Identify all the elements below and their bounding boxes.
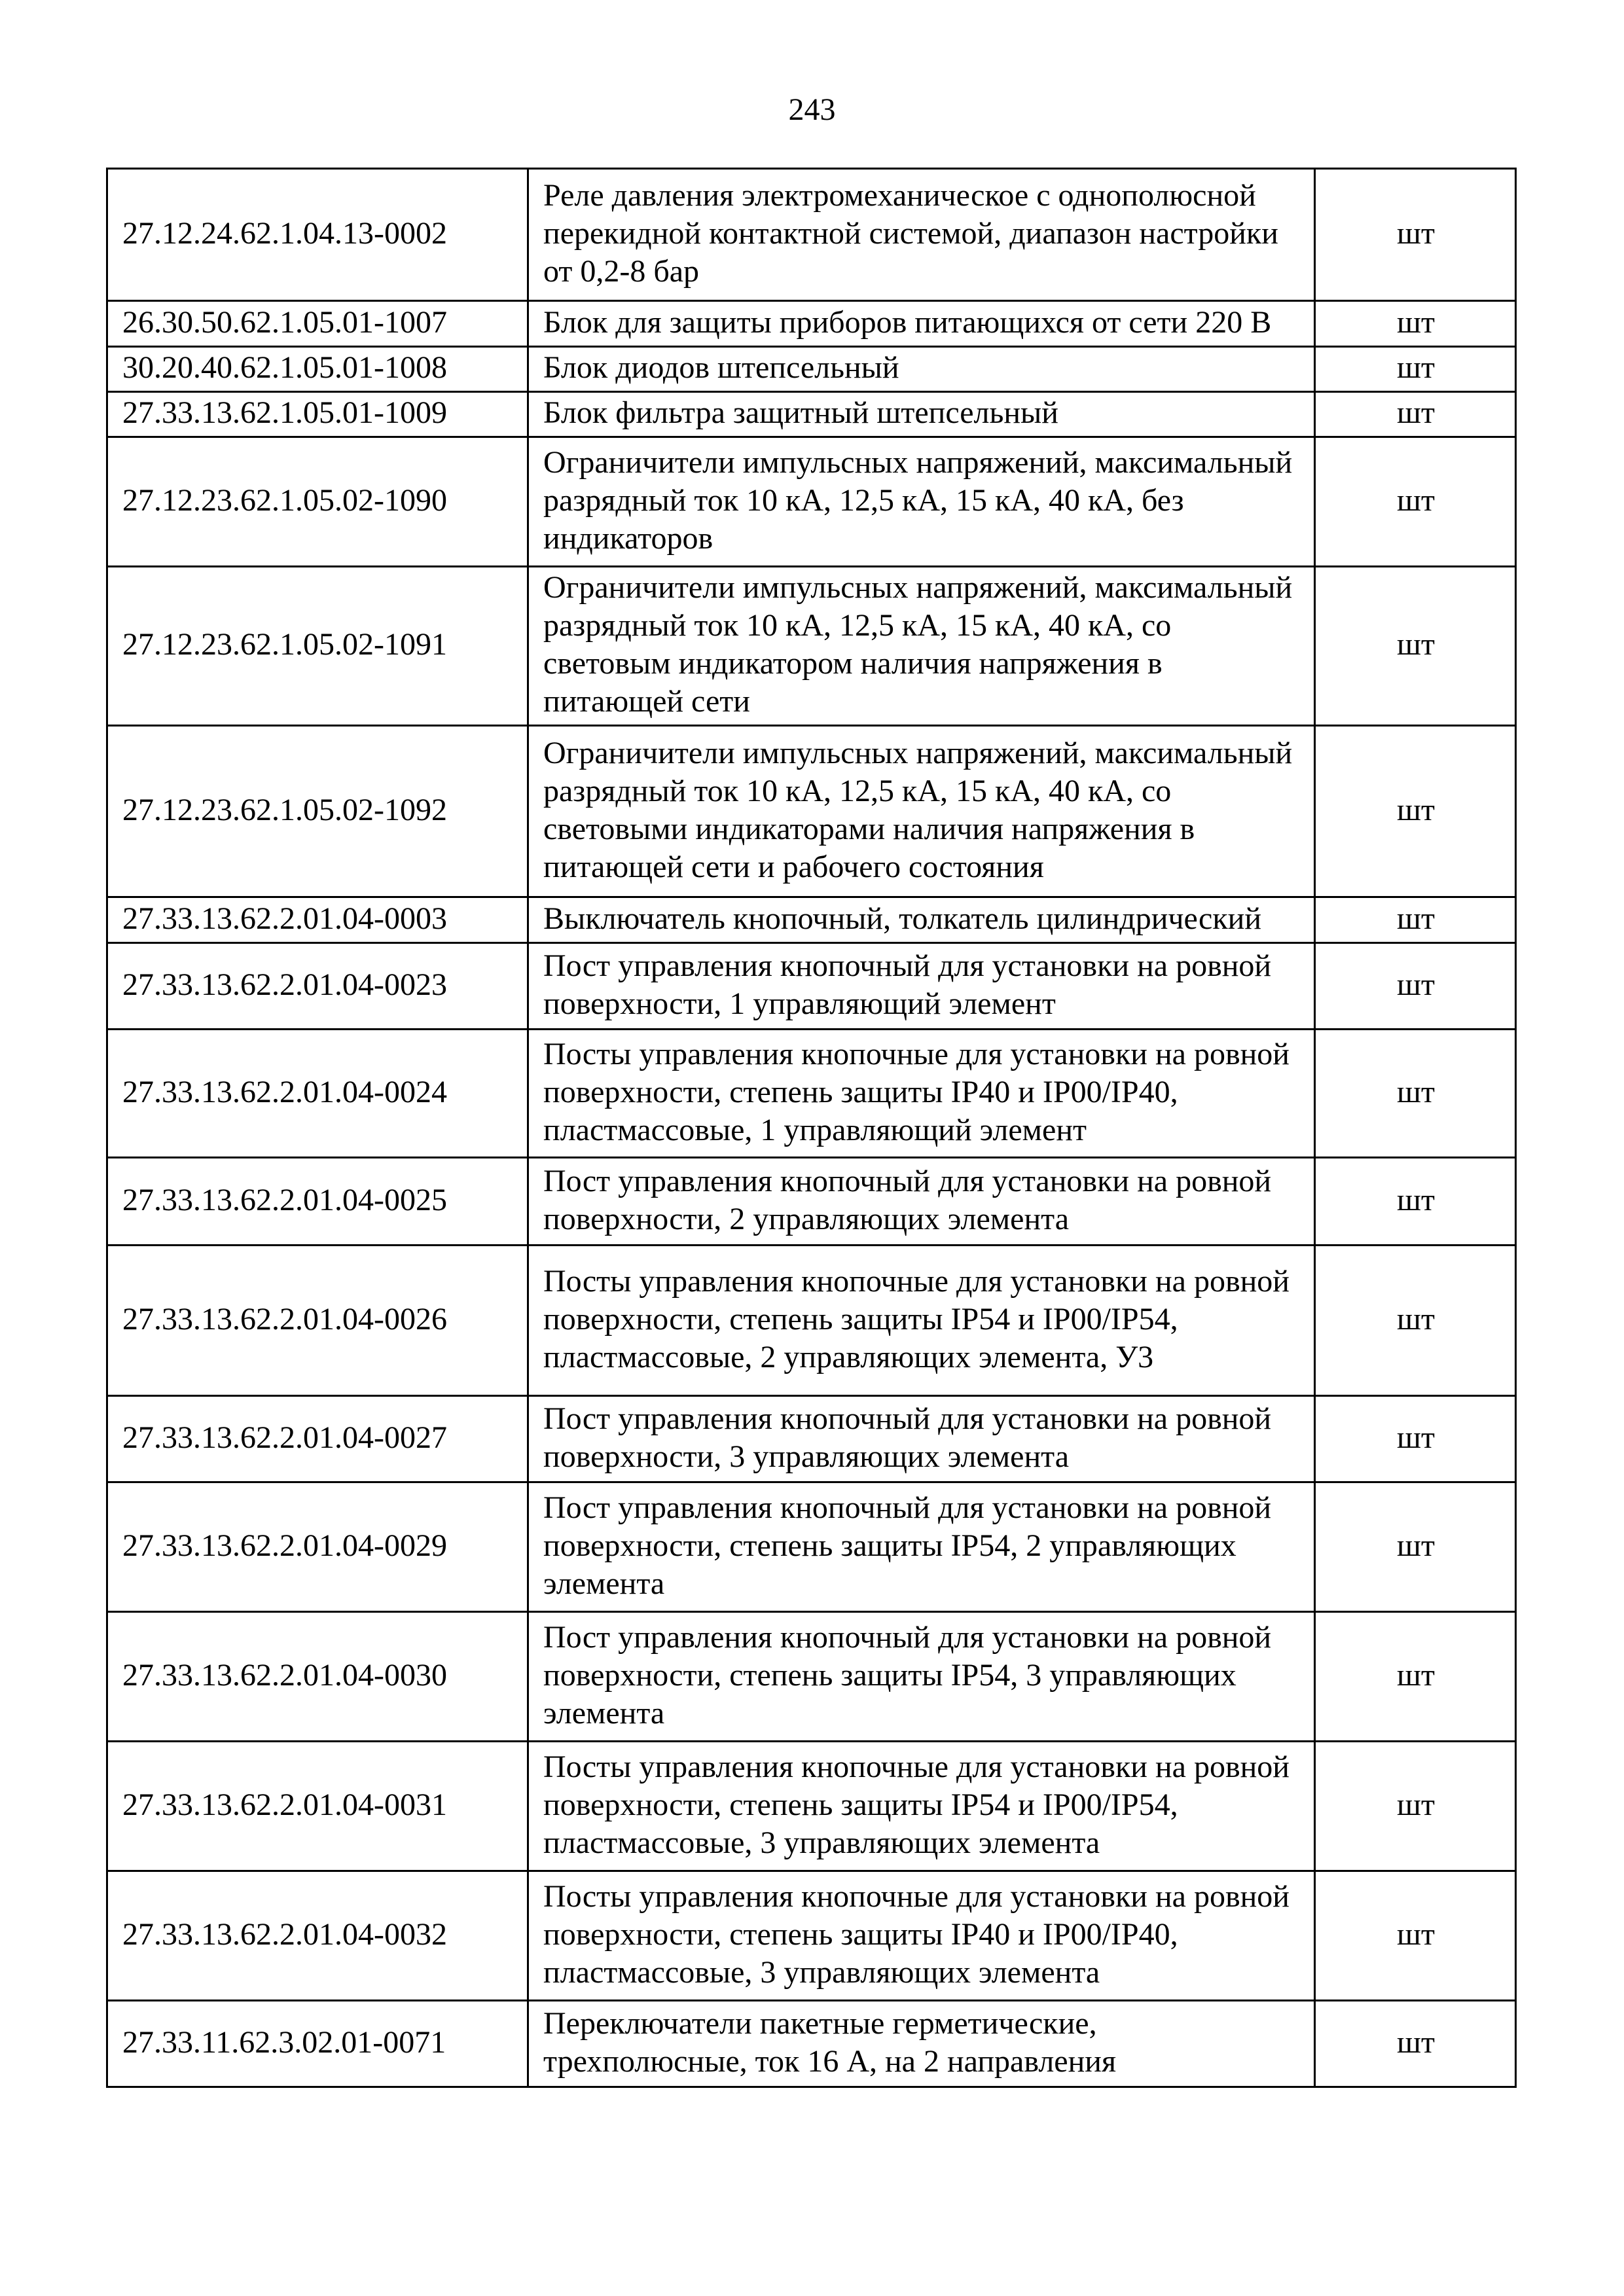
resource-unit: шт [1315, 1871, 1516, 2001]
resource-unit: шт [1315, 1158, 1516, 1246]
resource-code: 27.33.13.62.2.01.04-0026 [107, 1246, 528, 1396]
resource-unit: шт [1315, 943, 1516, 1030]
resource-description: Посты управления кнопочные для установки на ровной поверхности, степень защиты IP54 и IP00/IP54, пластмассовые, 3 управляющих элемента [528, 1742, 1315, 1871]
resource-unit: шт [1315, 897, 1516, 943]
resource-code: 27.33.13.62.2.01.04-0003 [107, 897, 528, 943]
resource-unit: шт [1315, 1482, 1516, 1612]
resource-description: Блок для защиты приборов питающихся от сети 220 В [528, 301, 1315, 347]
resource-description: Пост управления кнопочный для установки на ровной поверхности, 3 управляющих элемента [528, 1396, 1315, 1482]
resource-unit: шт [1315, 437, 1516, 567]
resource-table [106, 168, 1517, 2088]
resource-code: 27.33.11.62.3.02.01-0071 [107, 2001, 528, 2087]
resource-unit: шт [1315, 1742, 1516, 1871]
resource-description: Посты управления кнопочные для установки на ровной поверхности, степень защиты IP40 и IP00/IP40, пластмассовые, 3 управляющих элемента [528, 1871, 1315, 2001]
resource-code: 27.33.13.62.2.01.04-0025 [107, 1158, 528, 1246]
table-row [107, 567, 1516, 726]
resource-description: Выключатель кнопочный, толкатель цилиндрический [528, 897, 1315, 943]
resource-unit: шт [1315, 1030, 1516, 1158]
resource-description: Переключатели пакетные герметические, трехполюсные, ток 16 А, на 2 направления [528, 2001, 1315, 2087]
table-row [107, 1396, 1516, 1482]
resource-unit: шт [1315, 169, 1516, 301]
resource-code: 27.12.23.62.1.05.02-1092 [107, 726, 528, 897]
table-row [107, 392, 1516, 437]
resource-code: 27.12.23.62.1.05.02-1091 [107, 567, 528, 726]
resource-description: Ограничители импульсных напряжений, максимальный разрядный ток 10 кА, 12,5 кА, 15 кА, 40 кА, со световым индикатором наличия напряжения в питающей сети [528, 567, 1315, 726]
resource-code: 26.30.50.62.1.05.01-1007 [107, 301, 528, 347]
resource-description: Ограничители импульсных напряжений, максимальный разрядный ток 10 кА, 12,5 кА, 15 кА, 40 кА, со световыми индикаторами наличия напряжения в питающей сети и рабочего состояния [528, 726, 1315, 897]
table-row [107, 1246, 1516, 1396]
table-row [107, 1871, 1516, 2001]
table-row [107, 943, 1516, 1030]
resource-description: Пост управления кнопочный для установки на ровной поверхности, степень защиты IP54, 3 управляющих элемента [528, 1612, 1315, 1742]
table-row [107, 301, 1516, 347]
resource-unit: шт [1315, 1612, 1516, 1742]
resource-code: 27.33.13.62.2.01.04-0023 [107, 943, 528, 1030]
resource-description: Ограничители импульсных напряжений, максимальный разрядный ток 10 кА, 12,5 кА, 15 кА, 40 кА, без индикаторов [528, 437, 1315, 567]
resource-unit: шт [1315, 1246, 1516, 1396]
table-row [107, 1612, 1516, 1742]
resource-description: Реле давления электромеханическое с однополюсной перекидной контактной системой, диапазон настройки от 0,2-8 бар [528, 169, 1315, 301]
resource-code: 27.12.24.62.1.04.13-0002 [107, 169, 528, 301]
resource-unit: шт [1315, 347, 1516, 392]
resource-code: 27.33.13.62.2.01.04-0027 [107, 1396, 528, 1482]
resource-code: 30.20.40.62.1.05.01-1008 [107, 347, 528, 392]
table-row [107, 347, 1516, 392]
resource-description: Пост управления кнопочный для установки на ровной поверхности, 1 управляющий элемент [528, 943, 1315, 1030]
resource-code: 27.12.23.62.1.05.02-1090 [107, 437, 528, 567]
resource-description: Блок диодов штепсельный [528, 347, 1315, 392]
resource-description: Блок фильтра защитный штепсельный [528, 392, 1315, 437]
resource-description: Пост управления кнопочный для установки на ровной поверхности, степень защиты IP54, 2 управляющих элемента [528, 1482, 1315, 1612]
table-row [107, 1742, 1516, 1871]
resource-code: 27.33.13.62.2.01.04-0032 [107, 1871, 528, 2001]
resource-unit: шт [1315, 567, 1516, 726]
resource-unit: шт [1315, 301, 1516, 347]
resource-unit: шт [1315, 726, 1516, 897]
table-row [107, 2001, 1516, 2087]
table-row [107, 726, 1516, 897]
table-row [107, 1158, 1516, 1246]
page-number: 243 [788, 92, 836, 127]
resource-code: 27.33.13.62.2.01.04-0029 [107, 1482, 528, 1612]
resource-code: 27.33.13.62.1.05.01-1009 [107, 392, 528, 437]
resource-description: Посты управления кнопочные для установки на ровной поверхности, степень защиты IP40 и IP00/IP40, пластмассовые, 1 управляющий элемент [528, 1030, 1315, 1158]
table-row [107, 437, 1516, 567]
table-row [107, 897, 1516, 943]
resource-code: 27.33.13.62.2.01.04-0030 [107, 1612, 528, 1742]
resource-description: Пост управления кнопочный для установки на ровной поверхности, 2 управляющих элемента [528, 1158, 1315, 1246]
resource-code: 27.33.13.62.2.01.04-0024 [107, 1030, 528, 1158]
resource-code: 27.33.13.62.2.01.04-0031 [107, 1742, 528, 1871]
table-row [107, 1482, 1516, 1612]
table-row [107, 1030, 1516, 1158]
table-row [107, 169, 1516, 301]
resource-unit: шт [1315, 392, 1516, 437]
resource-unit: шт [1315, 2001, 1516, 2087]
resource-description: Посты управления кнопочные для установки на ровной поверхности, степень защиты IP54 и IP00/IP54, пластмассовые, 2 управляющих элемента, У3 [528, 1246, 1315, 1396]
resource-unit: шт [1315, 1396, 1516, 1482]
